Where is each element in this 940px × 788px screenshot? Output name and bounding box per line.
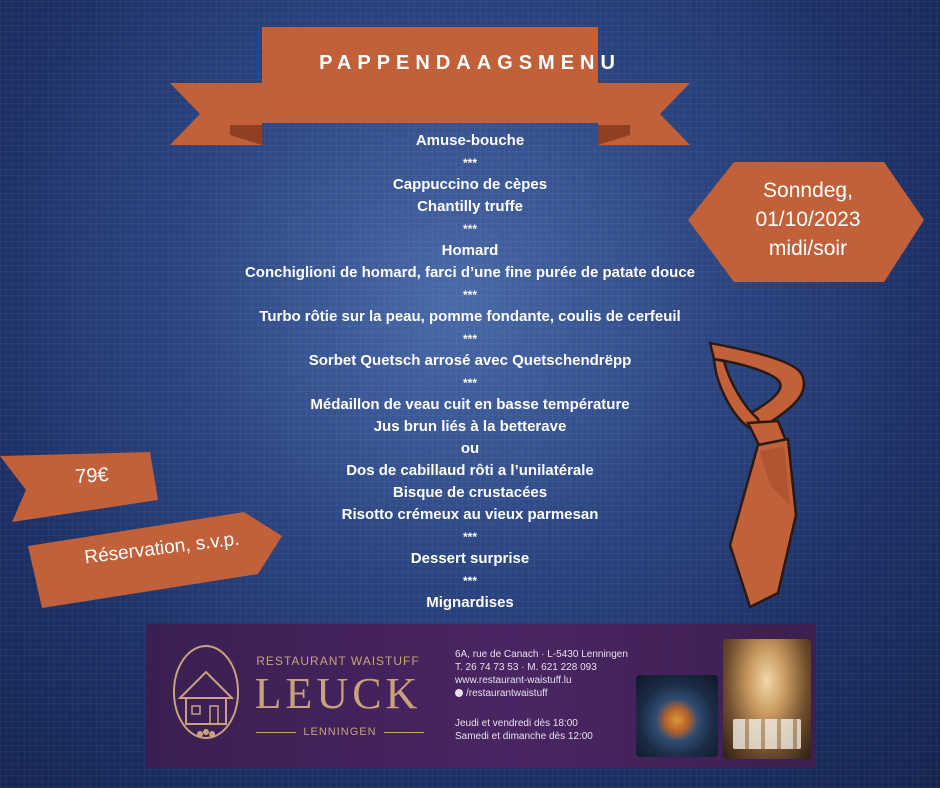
website-link[interactable]: www.restaurant-waistuff.lu (455, 675, 572, 686)
menu-separator: *** (462, 574, 477, 588)
divider (256, 732, 296, 733)
necktie-icon (700, 335, 830, 610)
price-label: 79€ (74, 463, 110, 489)
menu-separator: *** (462, 332, 477, 346)
contact-info (455, 648, 628, 700)
dining-tables-image (733, 719, 801, 749)
date-service: midi/soir (768, 237, 848, 260)
opening-hours (455, 717, 593, 743)
menu-separator: *** (462, 288, 477, 302)
menu-title: PAPPENDAAGSMENU (319, 52, 621, 74)
menu-line: Cappuccino de cèpes (392, 176, 548, 193)
menu-line: Homard (441, 242, 499, 259)
restaurant-ad (146, 624, 816, 768)
menu-line: Conchiglioni de homard, farci d’une fine purée de patate douce (244, 264, 696, 281)
hours-weekend: Samedi et dimanche dès 12:00 (455, 731, 593, 742)
menu-separator: *** (462, 156, 477, 170)
menu-line: Turbo rôtie sur la peau, pomme fondante, coulis de cerfeuil (259, 308, 681, 325)
date-text (718, 176, 898, 263)
restaurant-logo-icon (170, 642, 242, 746)
menu-separator: *** (462, 376, 477, 390)
divider (384, 732, 424, 733)
location-label: LENNINGEN (303, 726, 377, 738)
menu-line: Dessert surprise (410, 550, 530, 567)
menu-line: Amuse-bouche (415, 132, 525, 149)
date-day: Sonndeg, (763, 179, 853, 202)
menu-line: Bisque de crustacées (392, 484, 548, 501)
date-value: 01/10/2023 (755, 208, 861, 231)
menu-separator: *** (462, 530, 477, 544)
restaurant-label: RESTAURANT WAISTUFF (256, 654, 420, 668)
menu-line: ou (460, 440, 480, 457)
menu-line: Dos de cabillaud rôti a l’unilatérale (346, 462, 594, 479)
menu-line: Mignardises (426, 594, 514, 611)
menu-line: Risotto crémeux au vieux parmesan (341, 506, 599, 523)
menu-line: Jus brun liés à la betterave (373, 418, 567, 435)
address: 6A, rue de Canach · L-5430 Lenningen (455, 649, 628, 660)
menu-line: Chantilly truffe (417, 198, 523, 215)
reservation-label: Réservation, s.v.p. (83, 528, 241, 569)
facebook-icon (455, 689, 463, 697)
menu-line: Sorbet Quetsch arrosé avec Quetschendrëpp (308, 352, 632, 369)
facebook-link[interactable] (455, 687, 628, 700)
menu-line: Médaillon de veau cuit en basse température (310, 396, 630, 413)
brand-name: LEUCK (254, 669, 422, 718)
facebook-handle: /restaurantwaistuff (466, 688, 548, 699)
food-photo (636, 675, 718, 757)
phone: T. 26 74 73 53 · M. 621 228 093 (455, 662, 597, 673)
hours-weekday: Jeudi et vendredi dès 18:00 (455, 718, 578, 729)
menu-separator: *** (462, 222, 477, 236)
